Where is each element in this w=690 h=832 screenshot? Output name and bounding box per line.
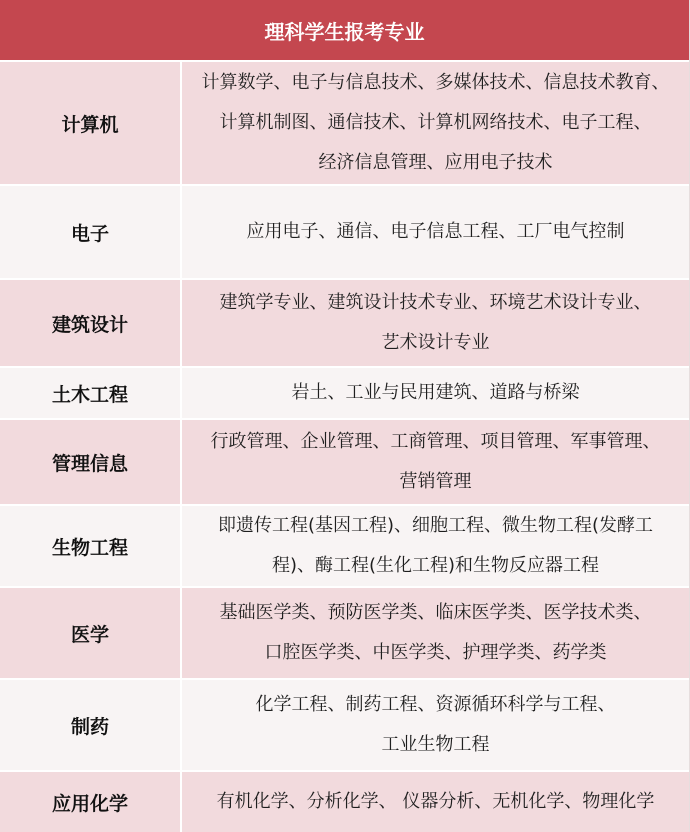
category-cell: 生物工程 <box>0 506 182 586</box>
majors-cell: 行政管理、企业管理、工商管理、项目管理、军事管理、 营销管理 <box>210 431 661 492</box>
table-title: 理科学生报考专业 <box>0 0 689 62</box>
category-cell: 制药 <box>0 680 182 770</box>
table-row-civil-engineering <box>0 368 689 420</box>
majors-cell: 应用电子、通信、电子信息工程、工厂电气控制 <box>246 221 625 242</box>
table-row-computer <box>0 62 689 186</box>
category-cell: 计算机 <box>0 62 182 184</box>
category-cell: 应用化学 <box>0 772 182 832</box>
category-cell: 土木工程 <box>0 368 182 418</box>
category-cell: 管理信息 <box>0 420 182 504</box>
majors-cell: 基础医学类、预防医学类、临床医学类、医学技术类、 口腔医学类、中医学类、护理学类、药学类 <box>219 602 652 663</box>
category-cell: 医学 <box>0 588 182 678</box>
table-row-applied-chemistry <box>0 772 689 832</box>
majors-cell: 建筑学专业、建筑设计技术专业、环境艺术设计专业、 艺术设计专业 <box>219 292 652 353</box>
table-row-bioengineering <box>0 506 689 588</box>
majors-cell: 有机化学、分析化学、 仪器分析、无机化学、物理化学 <box>216 791 655 812</box>
category-cell: 建筑设计 <box>0 280 182 366</box>
table-row-medicine <box>0 588 689 680</box>
table-row-architecture <box>0 280 689 368</box>
majors-cell: 即遗传工程(基因工程)、细胞工程、微生物工程(发酵工 程)、酶工程(生化工程)和生物反应器工程 <box>217 515 654 576</box>
majors-cell: 计算数学、电子与信息技术、多媒体技术、信息技术教育、 计算机制图、通信技术、计算机网络技术、电子工程、 经济信息管理、应用电子技术 <box>201 72 670 173</box>
majors-cell: 岩土、工业与民用建筑、道路与桥梁 <box>291 382 580 403</box>
table-row-management <box>0 420 689 506</box>
category-cell: 电子 <box>0 186 182 278</box>
table-row-pharmacy <box>0 680 689 772</box>
table-row-electronics <box>0 186 689 280</box>
majors-cell: 化学工程、制药工程、资源循环科学与工程、 工业生物工程 <box>255 694 616 755</box>
